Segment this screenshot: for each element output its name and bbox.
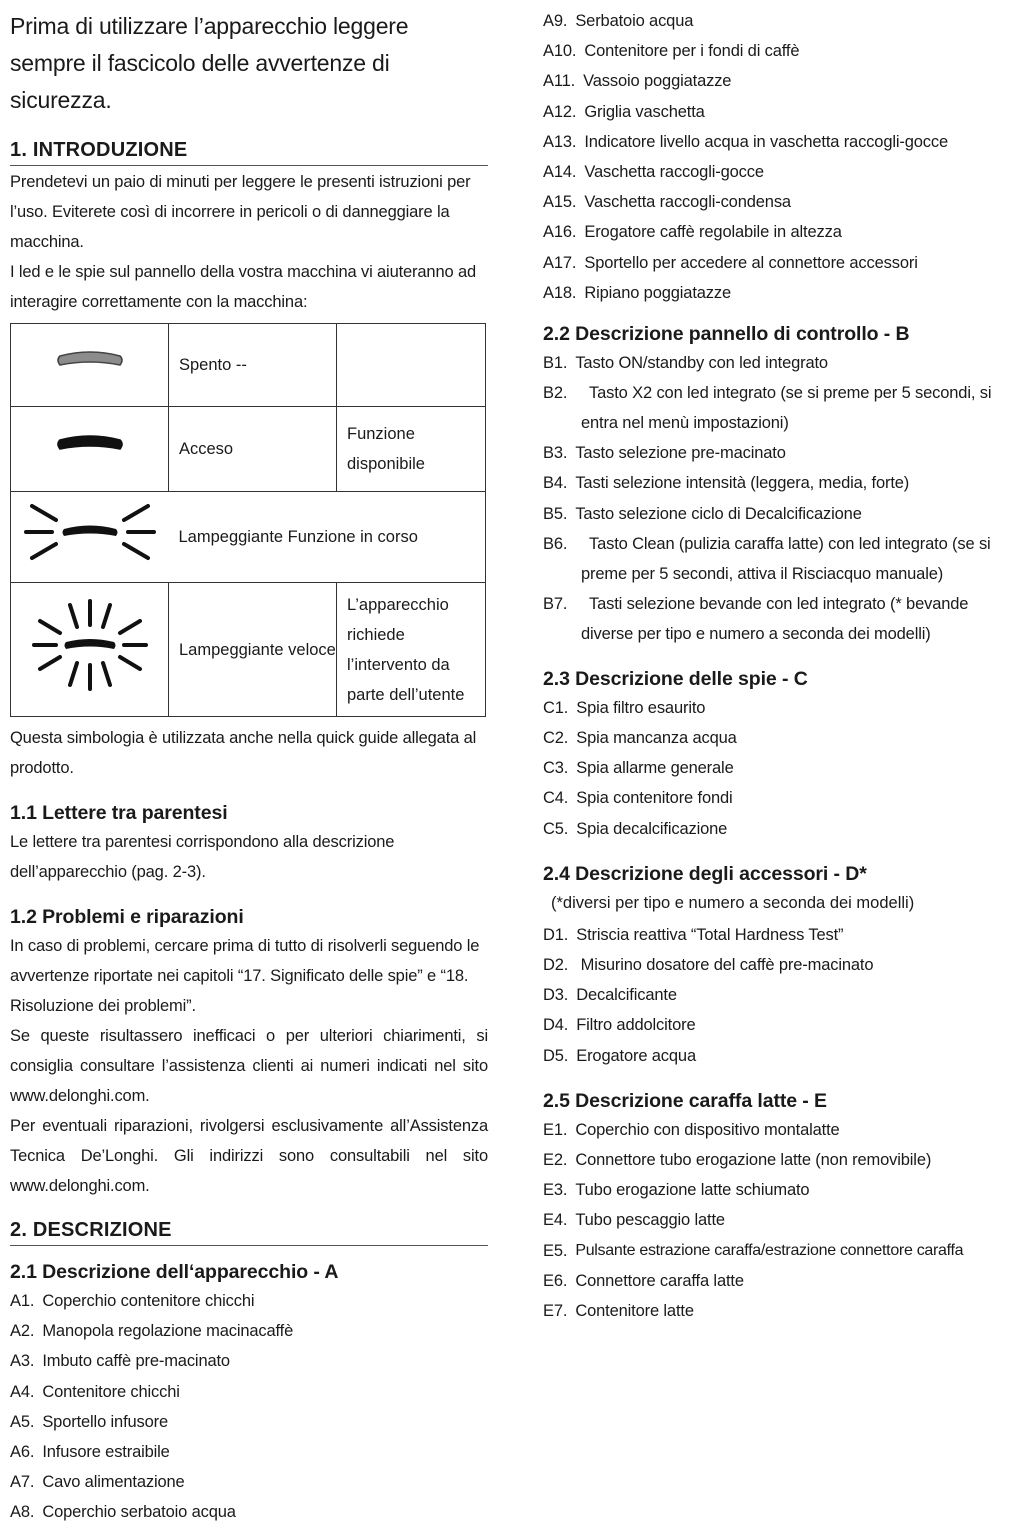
section-pannello: 2.2 Descrizione pannello di controllo - B <box>543 323 910 346</box>
intro-paragraph-1: Prendetevi un paio di minuti per leggere le presenti istruzioni per l’uso. Eviterete così di incorrere in pericoli o di danneggiare la macchina. <box>10 173 471 251</box>
item-code: A1. <box>10 1292 35 1310</box>
item-code: B3. <box>543 444 568 463</box>
led-fast-blink-symbol-cell <box>11 583 169 717</box>
legend-desc-off <box>337 324 486 407</box>
item-text: Connettore tubo erogazione latte (non removibile) <box>575 1151 932 1170</box>
list-item <box>10 1497 488 1527</box>
intro-paragraph-2: I led e le spie sul pannello della vostra macchina vi aiuteranno ad interagire correttamente con la macchina: <box>10 263 476 311</box>
problemi-paragraph-2: Se queste risultassero inefficaci o per ulteriori chiarimenti, si consiglia consultare l’assistenza clienti ai numeri indicati nel sito www.delonghi.com. <box>10 1027 488 1105</box>
lettere-paragraph: Le lettere tra parentesi corrispondono alla descrizione dell’apparecchio (pag. 2-3). <box>10 833 395 881</box>
item-code: E7. <box>543 1302 568 1321</box>
right-column <box>543 6 1019 1326</box>
item-text: Indicatore livello acqua in vaschetta raccogli-gocce <box>584 132 948 151</box>
item-text: Ripiano poggiatazze <box>584 283 732 302</box>
item-text: Vaschetta raccogli-condensa <box>584 193 791 212</box>
item-code: B7. <box>543 594 568 613</box>
list-item <box>543 950 1019 980</box>
legend-state-blink: Lampeggiante Funzione in corso <box>169 492 486 583</box>
list-item <box>543 1296 1019 1326</box>
list-item <box>543 127 1019 157</box>
item-text: Tasto Clean (pulizia caraffa latte) con led integrato (se si preme per 5 secondi, attiva il Risciacquo manuale) <box>581 534 991 583</box>
item-code: A12. <box>543 102 577 121</box>
item-code: A2. <box>10 1322 35 1341</box>
item-code: A14. <box>543 163 577 182</box>
section-lettere: 1.1 Lettere tra parentesi <box>10 802 228 824</box>
item-text: Spia allarme generale <box>576 759 734 778</box>
problemi-paragraph-1: In caso di problemi, cercare prima di tutto di risolverli seguendo le avvertenze riportate nei capitoli “17. Significato delle spie” e “18. Risoluzione dei problemi”. <box>10 937 480 1015</box>
item-code: E6. <box>543 1271 568 1290</box>
item-code: B5. <box>543 504 568 523</box>
item-code: A11. <box>543 72 576 91</box>
list-item <box>543 157 1019 187</box>
section-spie: 2.3 Descrizione delle spie - C <box>543 667 808 690</box>
apparecchio-list-left <box>10 1286 488 1528</box>
section-apparecchio: 2.1 Descrizione dell‘apparecchio - A <box>10 1261 339 1283</box>
item-text: Contenitore latte <box>575 1302 694 1321</box>
item-code: A6. <box>10 1443 35 1462</box>
item-text: Filtro addolcitore <box>576 1016 696 1035</box>
list-item <box>543 1236 1019 1266</box>
item-text: Pulsante estrazione caraffa/estrazione connettore caraffa <box>575 1241 964 1259</box>
list-item <box>543 693 1019 723</box>
item-code: B1. <box>543 354 568 373</box>
item-code: A8. <box>10 1503 35 1522</box>
list-item <box>543 589 1019 649</box>
item-code: D3. <box>543 986 569 1005</box>
section-caraffa: 2.5 Descrizione caraffa latte - E <box>543 1089 827 1112</box>
item-code: A16. <box>543 223 577 242</box>
list-item <box>543 438 1019 468</box>
list-item <box>10 1377 488 1407</box>
item-text: Tasto ON/standby con led integrato <box>575 354 828 373</box>
item-code: D4. <box>543 1016 569 1035</box>
item-text: Tubo pescaggio latte <box>575 1211 725 1230</box>
led-blink-icon <box>20 492 160 572</box>
item-code: A18. <box>543 283 577 302</box>
item-code: E2. <box>543 1151 568 1170</box>
item-text: Contenitore chicchi <box>42 1382 180 1401</box>
list-item <box>543 187 1019 217</box>
item-text: Tasto X2 con led integrato (se si preme per 5 secondi, si entra nel menù impostazioni) <box>581 384 992 433</box>
item-text: Vaschetta raccogli-gocce <box>584 163 764 182</box>
accessori-note: (*diversi per tipo e numero a seconda dei modelli) <box>551 893 915 912</box>
list-item <box>543 1145 1019 1175</box>
item-text: Striscia reattiva “Total Hardness Test” <box>576 925 844 944</box>
list-item <box>10 1437 488 1467</box>
item-text: Coperchio serbatoio acqua <box>42 1503 236 1522</box>
accessori-list <box>543 920 1019 1071</box>
led-on-icon <box>50 429 130 459</box>
item-code: D1. <box>543 925 569 944</box>
item-code: A3. <box>10 1352 35 1371</box>
item-text: Decalcificante <box>576 986 677 1005</box>
item-text: Erogatore caffè regolabile in altezza <box>584 223 842 242</box>
list-item <box>543 468 1019 498</box>
safety-lead: Prima di utilizzare l’apparecchio leggere sempre il fascicolo delle avvertenze di sicurezza. <box>10 13 409 113</box>
list-item <box>10 1316 488 1346</box>
legend-row-blink <box>11 492 486 583</box>
legend-state-fast-blink: Lampeggiante veloce <box>169 583 337 717</box>
list-item <box>543 499 1019 529</box>
item-text: Contenitore per i fondi di caffè <box>584 42 800 61</box>
legend-state-off: Spento -- <box>169 324 337 407</box>
legend-state-on: Acceso <box>169 407 337 492</box>
list-item <box>543 1115 1019 1145</box>
item-text: Tasti selezione intensità (leggera, media, forte) <box>575 474 910 493</box>
caraffa-list <box>543 1115 1019 1326</box>
item-text: Tasti selezione bevande con led integrato (* bevande diverse per tipo e numero a seconda dei modelli) <box>581 594 969 643</box>
list-item <box>10 1407 488 1437</box>
list-item <box>543 1266 1019 1296</box>
item-text: Sportello infusore <box>42 1412 169 1431</box>
list-item <box>543 248 1019 278</box>
item-text: Coperchio contenitore chicchi <box>42 1292 255 1310</box>
item-text: Serbatoio acqua <box>575 12 694 30</box>
legend-row-on <box>11 407 486 492</box>
list-item <box>543 6 1019 36</box>
led-off-icon <box>50 345 130 375</box>
item-text: Coperchio con dispositivo montalatte <box>575 1120 840 1139</box>
item-code: C2. <box>543 729 569 748</box>
item-text: Erogatore acqua <box>576 1046 696 1065</box>
list-item <box>543 36 1019 66</box>
led-blink-symbol-cell <box>11 492 169 583</box>
item-code: A5. <box>10 1412 35 1431</box>
item-text: Spia filtro esaurito <box>576 698 706 717</box>
list-item <box>543 1041 1019 1071</box>
item-code: C3. <box>543 759 569 778</box>
list-item <box>543 278 1019 308</box>
list-item <box>543 217 1019 247</box>
led-legend-table <box>10 323 486 717</box>
item-text: Manopola regolazione macinacaffè <box>42 1322 294 1341</box>
item-code: B2. <box>543 384 568 403</box>
list-item <box>10 1467 488 1497</box>
list-item <box>543 980 1019 1010</box>
item-text: Tasto selezione ciclo di Decalcificazione <box>575 504 862 523</box>
section-accessori: 2.4 Descrizione degli accessori - D* <box>543 862 867 885</box>
list-item <box>543 97 1019 127</box>
section-problemi: 1.2 Problemi e riparazioni <box>10 906 244 928</box>
led-fast-blink-icon <box>30 595 150 695</box>
item-code: E5. <box>543 1241 568 1260</box>
item-text: Cavo alimentazione <box>42 1473 185 1492</box>
chapter-descrizione: 2. DESCRIZIONE <box>10 1217 488 1246</box>
chapter-introduzione: 1. INTRODUZIONE <box>10 137 488 166</box>
item-code: A7. <box>10 1473 35 1492</box>
item-code: D5. <box>543 1046 569 1065</box>
led-on-symbol-cell <box>11 407 169 492</box>
list-item <box>543 348 1019 378</box>
item-text: Tasto selezione pre-macinato <box>575 444 786 463</box>
item-code: A13. <box>543 132 577 151</box>
list-item <box>543 1010 1019 1040</box>
list-item <box>543 1205 1019 1235</box>
list-item <box>543 378 1019 438</box>
list-item <box>543 753 1019 783</box>
legend-desc-fast-blink: L’apparecchio richiede l’intervento da parte dell’utente <box>337 583 486 717</box>
list-item <box>543 814 1019 844</box>
item-text: Infusore estraibile <box>42 1443 170 1462</box>
item-text: Misurino dosatore del caffè pre-macinato <box>576 956 874 975</box>
list-item <box>543 1175 1019 1205</box>
item-code: A10. <box>543 42 577 61</box>
item-text: Tubo erogazione latte schiumato <box>575 1181 810 1200</box>
item-code: C5. <box>543 819 569 838</box>
problemi-paragraph-3: Per eventuali riparazioni, rivolgersi esclusivamente all’Assistenza Tecnica De’Longhi. Gli indirizzi sono consultabili nel sito www.delonghi.com. <box>10 1117 488 1195</box>
list-item <box>10 1286 488 1316</box>
item-code: E3. <box>543 1181 568 1200</box>
legend-row-off <box>11 324 486 407</box>
spie-list <box>543 693 1019 844</box>
item-text: Griglia vaschetta <box>584 102 705 121</box>
item-text: Imbuto caffè pre-macinato <box>42 1352 230 1371</box>
item-text: Spia contenitore fondi <box>576 789 733 808</box>
item-code: A9. <box>543 12 568 30</box>
list-item <box>543 66 1019 96</box>
item-code: B4. <box>543 474 568 493</box>
list-item <box>543 783 1019 813</box>
list-item <box>543 920 1019 950</box>
item-text: Connettore caraffa latte <box>575 1271 744 1290</box>
item-code: E4. <box>543 1211 568 1230</box>
item-code: A15. <box>543 193 577 212</box>
list-item <box>543 529 1019 589</box>
symbol-note: Questa simbologia è utilizzata anche nella quick guide allegata al prodotto. <box>10 729 477 777</box>
left-column <box>10 8 488 1528</box>
led-off-symbol-cell <box>11 324 169 407</box>
item-code: A17. <box>543 253 577 272</box>
legend-row-fast-blink <box>11 583 486 717</box>
item-code: D2. <box>543 956 569 975</box>
item-code: A4. <box>10 1382 35 1401</box>
item-code: C1. <box>543 698 569 717</box>
item-code: B6. <box>543 534 568 553</box>
apparecchio-list-right <box>543 6 1019 308</box>
item-text: Sportello per accedere al connettore accessori <box>584 253 918 272</box>
item-text: Spia decalcificazione <box>576 819 728 838</box>
pannello-list <box>543 348 1019 649</box>
item-text: Spia mancanza acqua <box>576 729 737 748</box>
legend-desc-on: Funzione disponibile <box>337 407 486 492</box>
list-item <box>543 723 1019 753</box>
list-item <box>10 1346 488 1376</box>
item-code: C4. <box>543 789 569 808</box>
item-text: Vassoio poggiatazze <box>583 72 732 91</box>
item-code: E1. <box>543 1120 568 1139</box>
